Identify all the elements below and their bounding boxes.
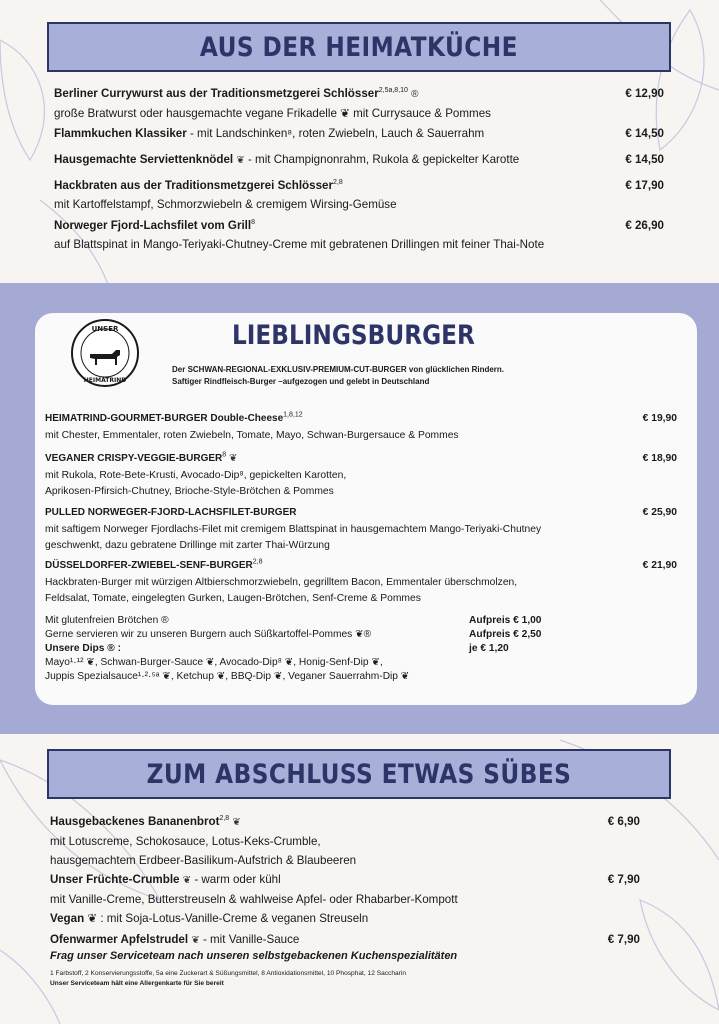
heimatrind-badge-icon: [70, 318, 140, 388]
svg-text:HEIMATRIND: HEIMATRIND: [83, 377, 127, 384]
price: € 6,90: [607, 815, 640, 828]
price: € 26,90: [625, 219, 664, 232]
vegetarian-icon: ❦: [236, 155, 245, 166]
glutenfree-icon: ®: [411, 89, 419, 100]
vegan-icon: ❦: [229, 453, 238, 464]
menu-item-currywurst: Berliner Currywurst aus der Traditionsmetzgerei Schlösser$^{2,5a,8,10}$ ® € 12,90 große Bratwurst oder hausgemachte vegane Frikadelle ❦ mit Currysauce & Pommes: [54, 84, 664, 124]
price: € 7,90: [607, 873, 640, 886]
menu-item-flammkuchen: Flammkuchen Klassiker - mit Landschinken⁸, roten Zwiebeln, Lauch & Sauerrahm € 14,50: [54, 124, 664, 150]
vegetarian-icon: ❦: [191, 935, 200, 946]
burger-item-lachs: PULLED NORWEGER-FJORD-LACHSFILET-BURGER € 25,90 mit saftigem Norweger Fjordlachs-Filet mit cremigem Blattspinat in hausgemachtem Mango-Teriyaki-Chutney geschwenkt, dazu gebratene Drillinge mit zarter Thai-Würzung: [45, 507, 677, 551]
price: € 14,50: [625, 127, 664, 140]
price: € 12,90: [625, 87, 664, 100]
menu-item-hackbraten: Hackbraten aus der Traditionsmetzgerei Schlösser$^{2,8}$ € 17,90 mit Kartoffelstampf, Schmorzwiebeln & cremigem Wirsing-Gemüse: [54, 176, 664, 216]
heimat-banner: [47, 22, 671, 72]
price: € 14,50: [625, 153, 664, 166]
menu-item-knoedel: Hausgemachte Serviettenknödel ❦ - mit Champignonrahm, Rukola & gepickelter Karotte € 14,50: [54, 150, 664, 176]
burger-item-veggie: VEGANER CRISPY-VEGGIE-BURGER$^8$ ❦ € 18,90 mit Rukola, Rote-Bete-Krusti, Avocado-Dip⁸, gepickelten Karotten, Aprikosen-Pfirsich-Chutney, Brioche-Style-Brötchen & Pommes: [45, 451, 677, 497]
burger-item-gourmet: HEIMATRIND-GOURMET-BURGER Double-Cheese$^{1,8,12}$ € 19,90 mit Chester, Emmentaler, roten Zwiebeln, Tomate, Mayo, Schwan-Burgersauce & Pommes: [45, 411, 677, 441]
heimat-section: [54, 84, 664, 256]
price: € 17,90: [625, 179, 664, 192]
burger-item-duesseldorfer: DÜSSELDORFER-ZWIEBEL-SENF-BURGER$^{2,8}$ € 21,90 Hackbraten-Burger mit würzigen Altbierschmorzwiebeln, gegrilltem Bacon, Emmentaler überschmolzen, Feldsalat, Tomate, eingelegten Gurken, Laugen-Brötchen, Senf-Creme & Pommes: [45, 558, 677, 604]
price: € 7,90: [607, 933, 640, 946]
dessert-bananenbrot: Hausgebackenes Bananenbrot$^{2,8}$ ❦ € 6,90 mit Lotuscreme, Schokosauce, Lotus-Keks-Crumble, hausgemachtem Erdbeer-Basilikum-Aufstrich & Blaubeeren: [50, 812, 640, 870]
price: € 19,90: [642, 413, 677, 424]
price: € 18,90: [642, 453, 677, 464]
vegetarian-icon: ❦: [182, 875, 192, 886]
dessert-title: ZUM ABSCHLUSS ETWAS SÜBES: [146, 758, 572, 790]
price: € 25,90: [642, 507, 677, 518]
burger-title: LIEBLINGSBURGER: [232, 320, 475, 351]
dessert-crumble: Unser Früchte-Crumble ❦ - warm oder kühl € 7,90 mit Vanille-Creme, Butterstreuseln & wahlweise Apfel- oder Rhabarber-Kompott Vegan ❦ : mit Soja-Lotus-Vanille-Creme & veganen Streuseln: [50, 870, 640, 930]
price: € 21,90: [642, 560, 677, 571]
dessert-section: [50, 812, 640, 950]
vegetarian-icon: ❦: [232, 817, 241, 828]
service-note: Frag unser Serviceteam nach unseren selbstgebackenen Kuchenspezialitäten: [50, 950, 458, 962]
burger-tagline: Der SCHWAN-REGIONAL-EXKLUSIV-PREMIUM-CUT-BURGER von glücklichen Rindern. Saftiger Rindfleisch-Burger –aufgezogen und gelebt in Deutschland: [172, 365, 505, 386]
svg-text:UNSER: UNSER: [91, 325, 119, 333]
footnote: 1 Farbstoff, 2 Konservierungsstoffe, 5a eine Zuckerart & Süßungsmittel, 8 Antioxidationsmittel, 10 Phosphat, 12 Saccharin Unser Serviceteam hält eine Allergenkarte für Sie bereit: [50, 970, 407, 987]
burger-extras: Mit glutenfreien Brötchen ® Aufpreis € 1,00 Gerne servieren wir zu unseren Burgern auch Süßkartoffel-Pommes ❦® Aufpreis € 2,50 Unsere Dips ® : je € 1,20 Mayo¹·¹² ❦, Schwan-Burger-Sauce ❦, Avocado-Dip⁸ ❦, Honig-Senf-Dip ❦, Juppis Spezialsauce¹·²·⁵ᵃ ❦, Ketchup ❦, BBQ-Dip ❦, Veganer Sauerrahm-Dip ❦: [45, 615, 542, 682]
menu-item-lachsfilet: Norweger Fjord-Lachsfilet vom Grill$^8$ € 26,90 auf Blattspinat in Mango-Teriyaki-Chutney-Creme mit gebratenen Drillingen mit feiner Thai-Note: [54, 216, 664, 256]
heimat-title: AUS DER HEIMATKÜCHE: [199, 31, 519, 63]
dessert-apfelstrudel: Ofenwarmer Apfelstrudel ❦ - mit Vanille-Sauce € 7,90: [50, 930, 640, 950]
dessert-banner: [47, 749, 671, 799]
